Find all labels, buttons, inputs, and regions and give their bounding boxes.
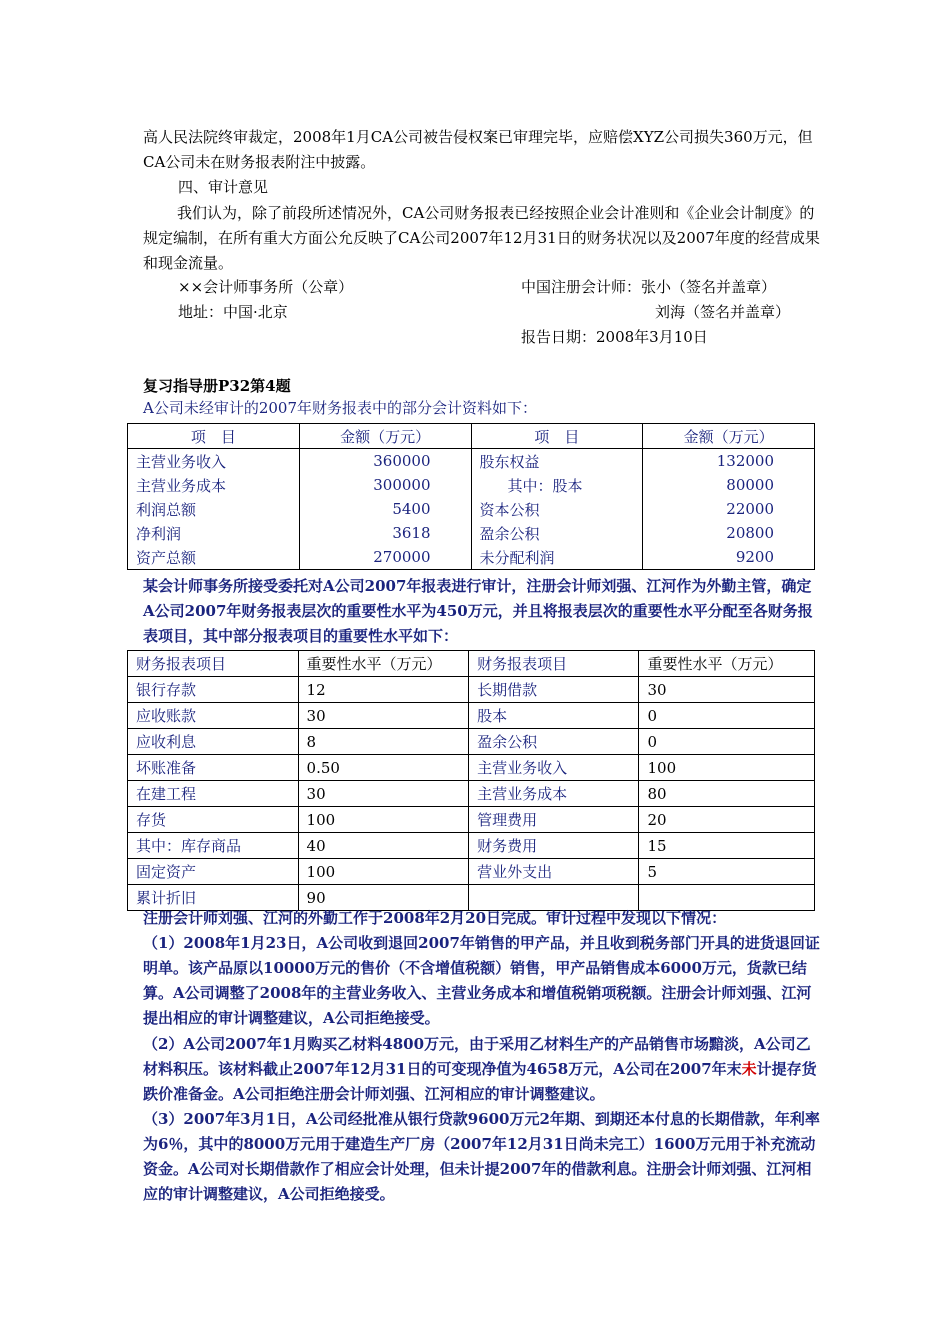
table-cell: 银行存款 [128, 677, 299, 703]
finding-item-2 [143, 1032, 823, 1107]
table-cell: 应收利息 [128, 729, 299, 755]
table-cell: 股本 [469, 703, 639, 729]
table-row [128, 833, 815, 859]
materiality-table [127, 650, 815, 911]
table-cell: 管理费用 [469, 807, 639, 833]
table-cell: 100 [298, 807, 469, 833]
cpa-signature-1: 中国注册会计师：张小（签名并盖章） [521, 278, 777, 296]
table-cell: 80000 [643, 473, 815, 497]
table-header-row [128, 424, 815, 449]
table-cell: 资产总额 [128, 545, 300, 570]
table-row [128, 755, 815, 781]
section-title: 复习指导册P32第4题 [143, 377, 291, 395]
firm-seal-line: ××会计师事务所（公章） [178, 278, 354, 296]
table-header-row [128, 651, 815, 677]
financial-data-table [127, 423, 815, 570]
table-cell: 360000 [299, 449, 471, 474]
table-cell: 5 [639, 859, 815, 885]
table-row [128, 545, 815, 570]
table-cell: 300000 [299, 473, 471, 497]
table-cell: 5400 [299, 497, 471, 521]
table1-intro: A公司未经审计的2007年财务报表中的部分会计资料如下： [143, 399, 538, 417]
firm-address: 地址：中国·北京 [178, 303, 288, 321]
column-header: 项 目 [471, 424, 643, 449]
column-header: 金额（万元） [299, 424, 471, 449]
table-row [128, 521, 815, 545]
table-cell: 其中：股本 [471, 473, 643, 497]
table-cell: 盈余公积 [471, 521, 643, 545]
table-cell: 22000 [643, 497, 815, 521]
table-row [128, 781, 815, 807]
paragraph-lawsuit: 高人民法院终审裁定，2008年1月CA公司被告侵权案已审理完毕，应赔偿XYZ公司损失360万元，但CA公司未在财务报表附注中披露。 [143, 128, 813, 171]
column-header: 项 目 [128, 424, 300, 449]
table-row [128, 449, 815, 474]
table-row [128, 703, 815, 729]
table-cell: 其中：库存商品 [128, 833, 299, 859]
table-row [128, 473, 815, 497]
column-header: 重要性水平（万元） [639, 651, 815, 677]
report-date: 报告日期：2008年3月10日 [521, 328, 708, 346]
findings-intro: 注册会计师刘强、江河的外勤工作于2008年2月20日完成。审计过程中发现以下情况： [143, 909, 727, 927]
table-cell: 100 [298, 859, 469, 885]
table-row [128, 859, 815, 885]
table-cell: 固定资产 [128, 859, 299, 885]
table-cell: 盈余公积 [469, 729, 639, 755]
table-cell: 100 [639, 755, 815, 781]
table-cell: 30 [298, 781, 469, 807]
finding-item-1: （1）2008年1月23日，A公司收到退回2007年销售的甲产品，并且收到税务部门开具的进货退回证明单。该产品原以10000万元的售价（不含增值税额）销售，甲产品销售成本6000万元，货款已结算。A公司调整了2008年的主营业务收入、主营业务成本和增值税销项税额。注册会计师刘强、江河提出相应的审计调整建议，A公司拒绝接受。 [143, 934, 820, 1027]
paragraph-opinion: 我们认为，除了前段所述情况外，CA公司财务报表已经按照企业会计准则和《企业会计制度》的规定编制，在所有重大方面公允反映了CA公司2007年12月31日的财务状况以及2007年度的经营成果和现金流量。 [143, 204, 820, 272]
table-cell: 90 [298, 885, 469, 911]
table-cell: 主营业务成本 [128, 473, 300, 497]
table-cell: 12 [298, 677, 469, 703]
table-cell: 主营业务收入 [128, 449, 300, 474]
heading-audit-opinion: 四、审计意见 [178, 178, 269, 196]
table-cell: 主营业务成本 [469, 781, 639, 807]
table-cell: 30 [298, 703, 469, 729]
table-cell: 8 [298, 729, 469, 755]
table-cell: 股东权益 [471, 449, 643, 474]
table-cell: 9200 [643, 545, 815, 570]
table-cell: 20800 [643, 521, 815, 545]
table-cell: 132000 [643, 449, 815, 474]
table-cell: 利润总额 [128, 497, 300, 521]
table-cell: 3618 [299, 521, 471, 545]
table-cell: 长期借款 [469, 677, 639, 703]
table-cell: 财务费用 [469, 833, 639, 859]
column-header: 重要性水平（万元） [298, 651, 469, 677]
table-row [128, 677, 815, 703]
table-cell: 0 [639, 729, 815, 755]
finding-item-2-highlight: 未 [741, 1060, 757, 1078]
table-cell: 270000 [299, 545, 471, 570]
table-cell: 30 [639, 677, 815, 703]
table-cell: 应收账款 [128, 703, 299, 729]
finding-item-2-text-a: （2）A公司2007年1月购买乙材料4800万元，由于采用乙材料生产的产品销售市场黯淡，A公司乙材料积压。该材料截止2007年12月31日的可变现净值为4658万元，A公司在2007年末 [143, 1035, 811, 1078]
table-cell: 资本公积 [471, 497, 643, 521]
table-row [128, 497, 815, 521]
table-cell: 80 [639, 781, 815, 807]
table-cell: 20 [639, 807, 815, 833]
column-header: 财务报表项目 [469, 651, 639, 677]
table-cell: 40 [298, 833, 469, 859]
table-cell: 0 [639, 703, 815, 729]
table-row [128, 807, 815, 833]
table-cell: 未分配利润 [471, 545, 643, 570]
table-cell: 主营业务收入 [469, 755, 639, 781]
column-header: 金额（万元） [643, 424, 815, 449]
table-row [128, 729, 815, 755]
paragraph-materiality: 某会计师事务所接受委托对A公司2007年报表进行审计，注册会计师刘强、江河作为外勤主管，确定A公司2007年财务报表层次的重要性水平为450万元，并且将报表层次的重要性水平分配至各财务报表项目，其中部分报表项目的重要性水平如下： [143, 577, 813, 645]
column-header: 财务报表项目 [128, 651, 299, 677]
cpa-signature-2: 刘海（签名并盖章） [655, 303, 791, 321]
table-cell: 15 [639, 833, 815, 859]
finding-item-2-text-b: 计提存货跌价准备金。A公司拒绝注册会计师刘强、江河相应的审计调整建议。 [143, 1060, 817, 1103]
table-cell: 坏账准备 [128, 755, 299, 781]
table-cell: 营业外支出 [469, 859, 639, 885]
table-cell: 0.50 [298, 755, 469, 781]
table-cell: 在建工程 [128, 781, 299, 807]
table-cell: 累计折旧 [128, 885, 299, 911]
table-cell: 存货 [128, 807, 299, 833]
finding-item-3: （3）2007年3月1日，A公司经批准从银行贷款9600万元2年期、到期还本付息的长期借款，年利率为6％，其中的8000万元用于建造生产厂房（2007年12月31日尚未完工）1600万元用于补充流动资金。A公司对长期借款作了相应会计处理，但未计提2007年的借款利息。注册会计师刘强、江河相应的审计调整建议，A公司拒绝接受。 [143, 1110, 820, 1203]
table-cell: 净利润 [128, 521, 300, 545]
